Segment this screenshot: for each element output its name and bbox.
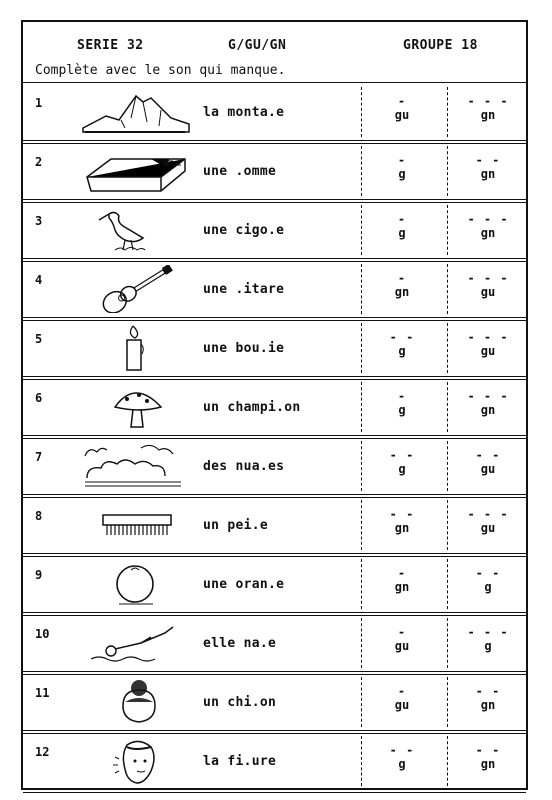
exercise-row (23, 319, 526, 378)
exercise-rows (23, 22, 526, 788)
exercise-row (23, 260, 526, 319)
sound-choice[interactable] (463, 566, 513, 594)
choice-dots: - - (475, 448, 501, 462)
guitar-icon (81, 265, 191, 313)
exercise-row (23, 83, 526, 142)
exercise-row (23, 555, 526, 614)
item-number: 1 (35, 96, 43, 110)
word-to-complete: une .itare (203, 282, 285, 297)
exercise-row (23, 378, 526, 437)
sound-choice[interactable] (463, 153, 513, 181)
exercise-row (23, 201, 526, 260)
orange-icon (81, 560, 191, 608)
hair-bun-icon (81, 678, 191, 726)
dashed-divider (447, 736, 448, 786)
exercise-row (23, 142, 526, 201)
choice-dots: - - (475, 684, 501, 698)
sound-choice[interactable] (463, 684, 513, 712)
dashed-divider (447, 677, 448, 727)
choice-label: gu (480, 462, 496, 476)
dashed-divider (361, 500, 362, 550)
instruction: Complète avec le son qui manque. (35, 63, 286, 78)
choice-dots: - - (475, 566, 501, 580)
item-number: 12 (35, 745, 50, 759)
sound-choice[interactable] (377, 153, 427, 181)
worksheet (21, 20, 528, 790)
item-number: 3 (35, 214, 43, 228)
sound-choice[interactable] (463, 625, 513, 653)
series-title: SERIE 32 (77, 38, 144, 53)
mushroom-icon (81, 383, 191, 431)
choice-dots: - - - (467, 212, 509, 226)
choice-label: gn (480, 403, 496, 417)
sound-choice[interactable] (377, 448, 427, 476)
dashed-divider (361, 441, 362, 491)
choice-label: gu (394, 698, 410, 712)
choice-label: gn (480, 226, 496, 240)
choice-label: gn (480, 167, 496, 181)
choice-dots: - (397, 271, 407, 285)
word-to-complete: une oran.e (203, 577, 285, 592)
word-to-complete: la fi.ure (203, 754, 277, 769)
sound-choice[interactable] (377, 94, 427, 122)
sound-choice[interactable] (377, 625, 427, 653)
item-number: 5 (35, 332, 43, 346)
dashed-divider (447, 205, 448, 255)
choice-dots: - (397, 389, 407, 403)
choice-dots: - - - (467, 507, 509, 521)
sound-choice[interactable] (463, 212, 513, 240)
dashed-divider (361, 323, 362, 373)
face-icon (81, 737, 191, 785)
exercise-row (23, 732, 526, 791)
exercise-row (23, 614, 526, 673)
dashed-divider (361, 205, 362, 255)
choice-label: gn (480, 698, 496, 712)
item-number: 7 (35, 450, 43, 464)
dashed-divider (447, 500, 448, 550)
item-number: 8 (35, 509, 43, 523)
dashed-divider (361, 264, 362, 314)
choice-label: g (484, 580, 492, 594)
choice-dots: - - - (467, 271, 509, 285)
choice-dots: - (397, 625, 407, 639)
item-number: 4 (35, 273, 43, 287)
stork-icon (81, 206, 191, 254)
choice-label: gn (480, 757, 496, 771)
choice-label: g (398, 167, 406, 181)
sound-choice[interactable] (377, 684, 427, 712)
choice-label: gn (394, 580, 410, 594)
swimmer-icon (81, 619, 191, 667)
choice-dots: - - (389, 448, 415, 462)
dashed-divider (361, 87, 362, 137)
sound-choice[interactable] (377, 212, 427, 240)
dashed-divider (447, 559, 448, 609)
word-to-complete: elle na.e (203, 636, 277, 651)
choice-dots: - - - (467, 330, 509, 344)
mountain-icon (81, 88, 191, 136)
choice-label: gn (394, 285, 410, 299)
choice-dots: - (397, 153, 407, 167)
dashed-divider (447, 618, 448, 668)
choice-dots: - (397, 566, 407, 580)
row-divider (23, 789, 526, 793)
choice-dots: - - (389, 330, 415, 344)
choice-dots: - (397, 684, 407, 698)
exercise-row (23, 673, 526, 732)
sound-choice[interactable] (463, 330, 513, 358)
item-number: 11 (35, 686, 50, 700)
clouds-icon (81, 442, 191, 490)
dashed-divider (447, 146, 448, 196)
word-to-complete: un chi.on (203, 695, 277, 710)
word-to-complete: une .omme (203, 164, 277, 179)
sound-choice[interactable] (463, 271, 513, 299)
dashed-divider (361, 677, 362, 727)
dashed-divider (361, 559, 362, 609)
sound-choice[interactable] (463, 507, 513, 535)
choice-label: gu (480, 285, 496, 299)
word-to-complete: un champi.on (203, 400, 301, 415)
candle-icon (81, 324, 191, 372)
sound-choice[interactable] (463, 743, 513, 771)
dashed-divider (361, 736, 362, 786)
sound-title: G/GU/GN (228, 38, 287, 53)
sound-choice[interactable] (377, 566, 427, 594)
dashed-divider (447, 441, 448, 491)
item-number: 9 (35, 568, 43, 582)
comb-icon (81, 501, 191, 549)
choice-label: g (398, 757, 406, 771)
choice-dots: - - (475, 153, 501, 167)
sound-choice[interactable] (377, 330, 427, 358)
dashed-divider (447, 382, 448, 432)
dashed-divider (447, 264, 448, 314)
choice-label: g (484, 639, 492, 653)
dashed-divider (361, 382, 362, 432)
choice-dots: - - (475, 743, 501, 757)
item-number: 2 (35, 155, 43, 169)
word-to-complete: un pei.e (203, 518, 269, 533)
sound-choice[interactable] (463, 94, 513, 122)
choice-label: gn (480, 108, 496, 122)
dashed-divider (361, 618, 362, 668)
choice-dots: - - - (467, 94, 509, 108)
choice-dots: - - (389, 507, 415, 521)
dashed-divider (447, 87, 448, 137)
dashed-divider (447, 323, 448, 373)
word-to-complete: une bou.ie (203, 341, 285, 356)
choice-label: gu (394, 639, 410, 653)
sound-choice[interactable] (377, 389, 427, 417)
word-to-complete: des nua.es (203, 459, 285, 474)
choice-label: gu (480, 521, 496, 535)
item-number: 10 (35, 627, 50, 641)
choice-label: g (398, 226, 406, 240)
choice-dots: - - - (467, 625, 509, 639)
choice-label: g (398, 344, 406, 358)
item-number: 6 (35, 391, 43, 405)
eraser-icon (81, 147, 191, 195)
sound-choice[interactable] (377, 507, 427, 535)
choice-dots: - - (389, 743, 415, 757)
choice-label: gu (480, 344, 496, 358)
choice-label: gu (394, 108, 410, 122)
choice-dots: - - - (467, 389, 509, 403)
choice-dots: - (397, 212, 407, 226)
choice-label: g (398, 403, 406, 417)
choice-label: g (398, 462, 406, 476)
choice-label: gn (394, 521, 410, 535)
sound-choice[interactable] (377, 743, 427, 771)
word-to-complete: une cigo.e (203, 223, 285, 238)
exercise-row (23, 437, 526, 496)
sound-choice[interactable] (463, 448, 513, 476)
sound-choice[interactable] (377, 271, 427, 299)
dashed-divider (361, 146, 362, 196)
choice-dots: - (397, 94, 407, 108)
group-title: GROUPE 18 (403, 38, 478, 53)
word-to-complete: la monta.e (203, 105, 285, 120)
sound-choice[interactable] (463, 389, 513, 417)
exercise-row (23, 496, 526, 555)
